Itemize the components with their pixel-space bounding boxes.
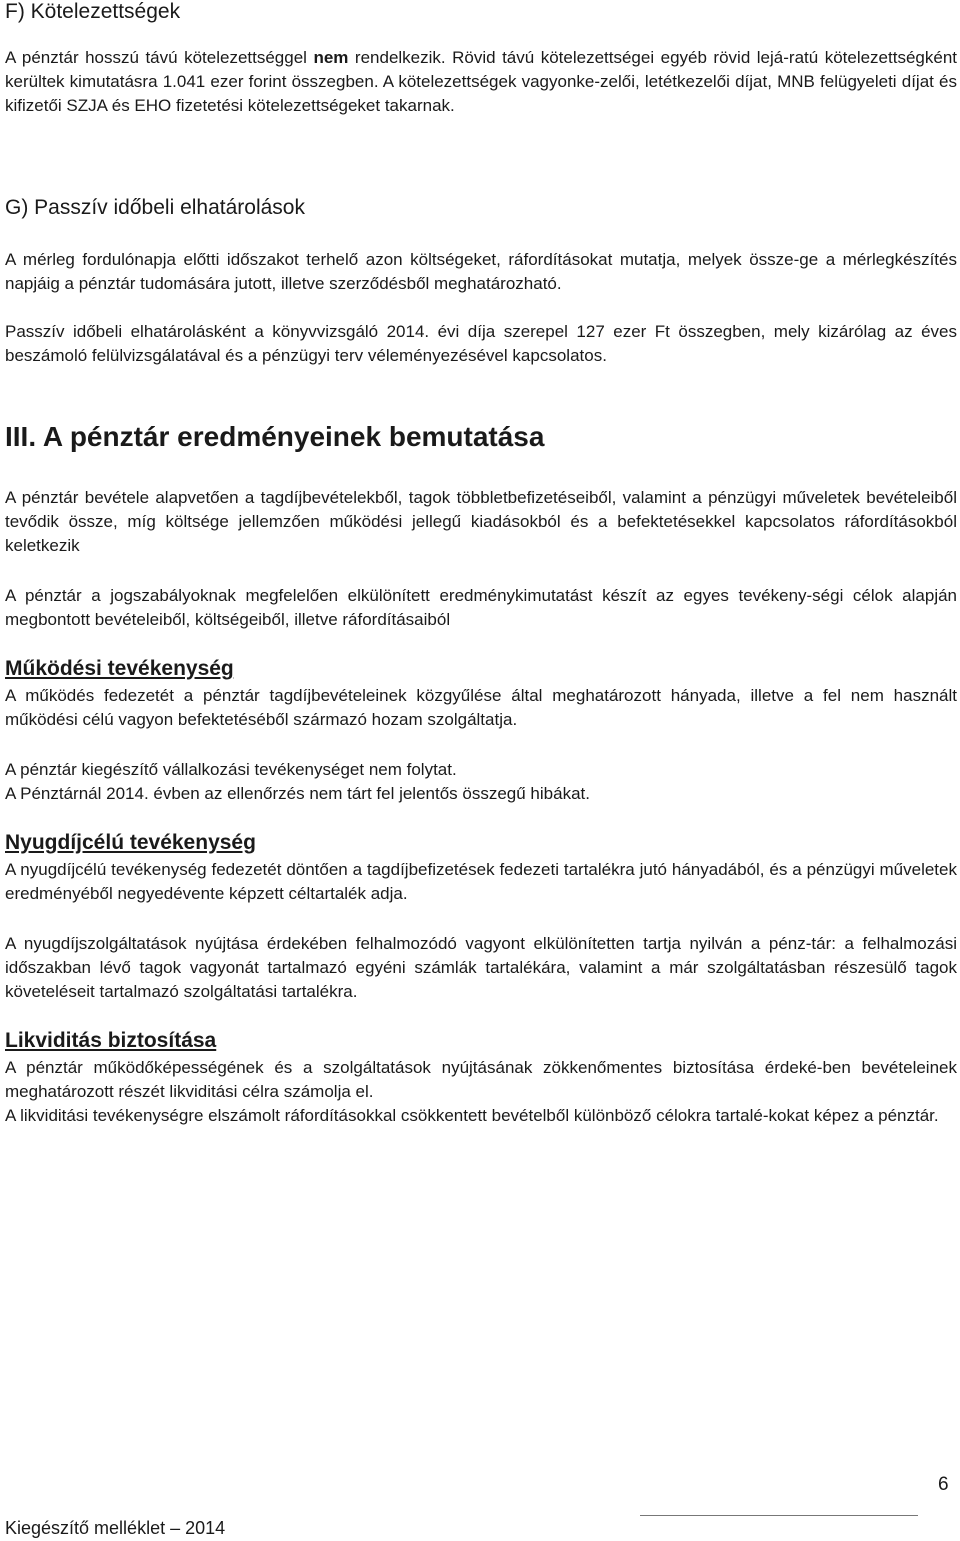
nyugdij-title: Nyugdíjcélú tevékenység xyxy=(5,831,256,854)
likviditas-paragraph-1: A pénztár működőképességének és a szolgáltatások nyújtásának zökkenőmentes biztosítása érdeké-ben bevételeinek meghatározott részét likviditási célra számolja el. xyxy=(5,1058,957,1101)
section-g-paragraph-2: Passzív időbeli elhatárolásként a könyvvizsgáló 2014. évi díja szerepel 127 ezer Ft összegben, mely kizárólag az éves beszámoló felülvizsgálatával és a pénzügyi terv véleményezésével kapcsolatos. xyxy=(5,322,957,365)
section-f-text-a: A pénztár hosszú távú kötelezettséggel xyxy=(5,48,314,67)
likviditas-title: Likviditás biztosítása xyxy=(5,1029,217,1052)
footer-divider xyxy=(640,1515,918,1516)
mukodesi-paragraph-3: A Pénztárnál 2014. évben az ellenőrzés nem tárt fel jelentős összegű hibákat. xyxy=(5,784,590,803)
page-number: 6 xyxy=(938,1474,949,1495)
mukodesi-paragraph-1: A működés fedezetét a pénztár tagdíjbevételeinek közgyűlése által meghatározott hányada, illetve a fel nem használt működési célú vagyon befektetéséből származó hozam szolgáltatja. xyxy=(5,686,957,729)
likviditas-paragraph-2: A likviditási tevékenységre elszámolt ráfordításokkal csökkentett bevételből különböző célokra tartalé-kokat képez a pénztár. xyxy=(5,1106,939,1125)
section-g-paragraph-1: A mérleg fordulónapja előtti időszakot terhelő azon költségeket, ráfordításokat mutatja, melyek össze-ge a mérlegkészítés napjáig a pénztár tudomására jutott, illetve szerződésből meghatározható. xyxy=(5,250,957,293)
section-f-text-bold: nem xyxy=(313,48,349,67)
nyugdij-paragraph-2: A nyugdíjszolgáltatások nyújtása érdekében felhalmozódó vagyont elkülönítetten tartja nyilván a pénz-tár: a felhalmozási időszakban lévő tagok vagyonát tartalmazó egyéni számlák tartalékára, valamint a már szolgáltatásban részesülő tagok követeléseit tartalmazó szolgáltatási tartalékra. xyxy=(5,934,957,1001)
section-iii-paragraph-1: A pénztár bevétele alapvetően a tagdíjbevételekből, tagok többletbefizetéseiből, valamint a pénzügyi műveletek bevételeiből tevődik össze, míg költsége jellemzően működési jellegű kiadásokból és a befektetésekkel kapcsolatos ráfordításokból keletkezik xyxy=(5,488,957,555)
section-f-title: F) Kötelezettségek xyxy=(5,0,181,23)
footer-title: Kiegészítő melléklet – 2014 xyxy=(5,1518,226,1538)
mukodesi-title: Működési tevékenység xyxy=(5,657,234,680)
section-iii-paragraph-2: A pénztár a jogszabályoknak megfelelően elkülönített eredménykimutatást készít az egyes tevékeny-ségi célok alapján megbontott bevételeiből, költségeiből, illetve ráfordításaiból xyxy=(5,586,957,629)
section-iii-title: III. A pénztár eredményeinek bemutatása xyxy=(5,421,545,452)
nyugdij-paragraph-1: A nyugdíjcélú tevékenység fedezetét döntően a tagdíjbefizetések fedezeti tartalékra jutó hányadából, és a pénzügyi műveletek eredményéből negyedévente képzett céltartalék adja. xyxy=(5,860,957,903)
section-g-title: G) Passzív időbeli elhatárolások xyxy=(5,196,305,219)
section-f-paragraph xyxy=(5,46,957,118)
mukodesi-paragraph-2: A pénztár kiegészítő vállalkozási tevékenységet nem folytat. xyxy=(5,760,457,779)
section-f-text-c: rendelkezik. Rövid távú kötelezettségei egyéb rövid lejá-ratú kötelezettségként kerültek kimutatásra 1.041 ezer forint összegben. A kötelezettségek vagyonke-zelői, letétkezelői díjat, MNB felügyeleti díjat és kifizetői SZJA és EHO fizetetési kötelezettségeket takarnak. xyxy=(5,48,957,115)
